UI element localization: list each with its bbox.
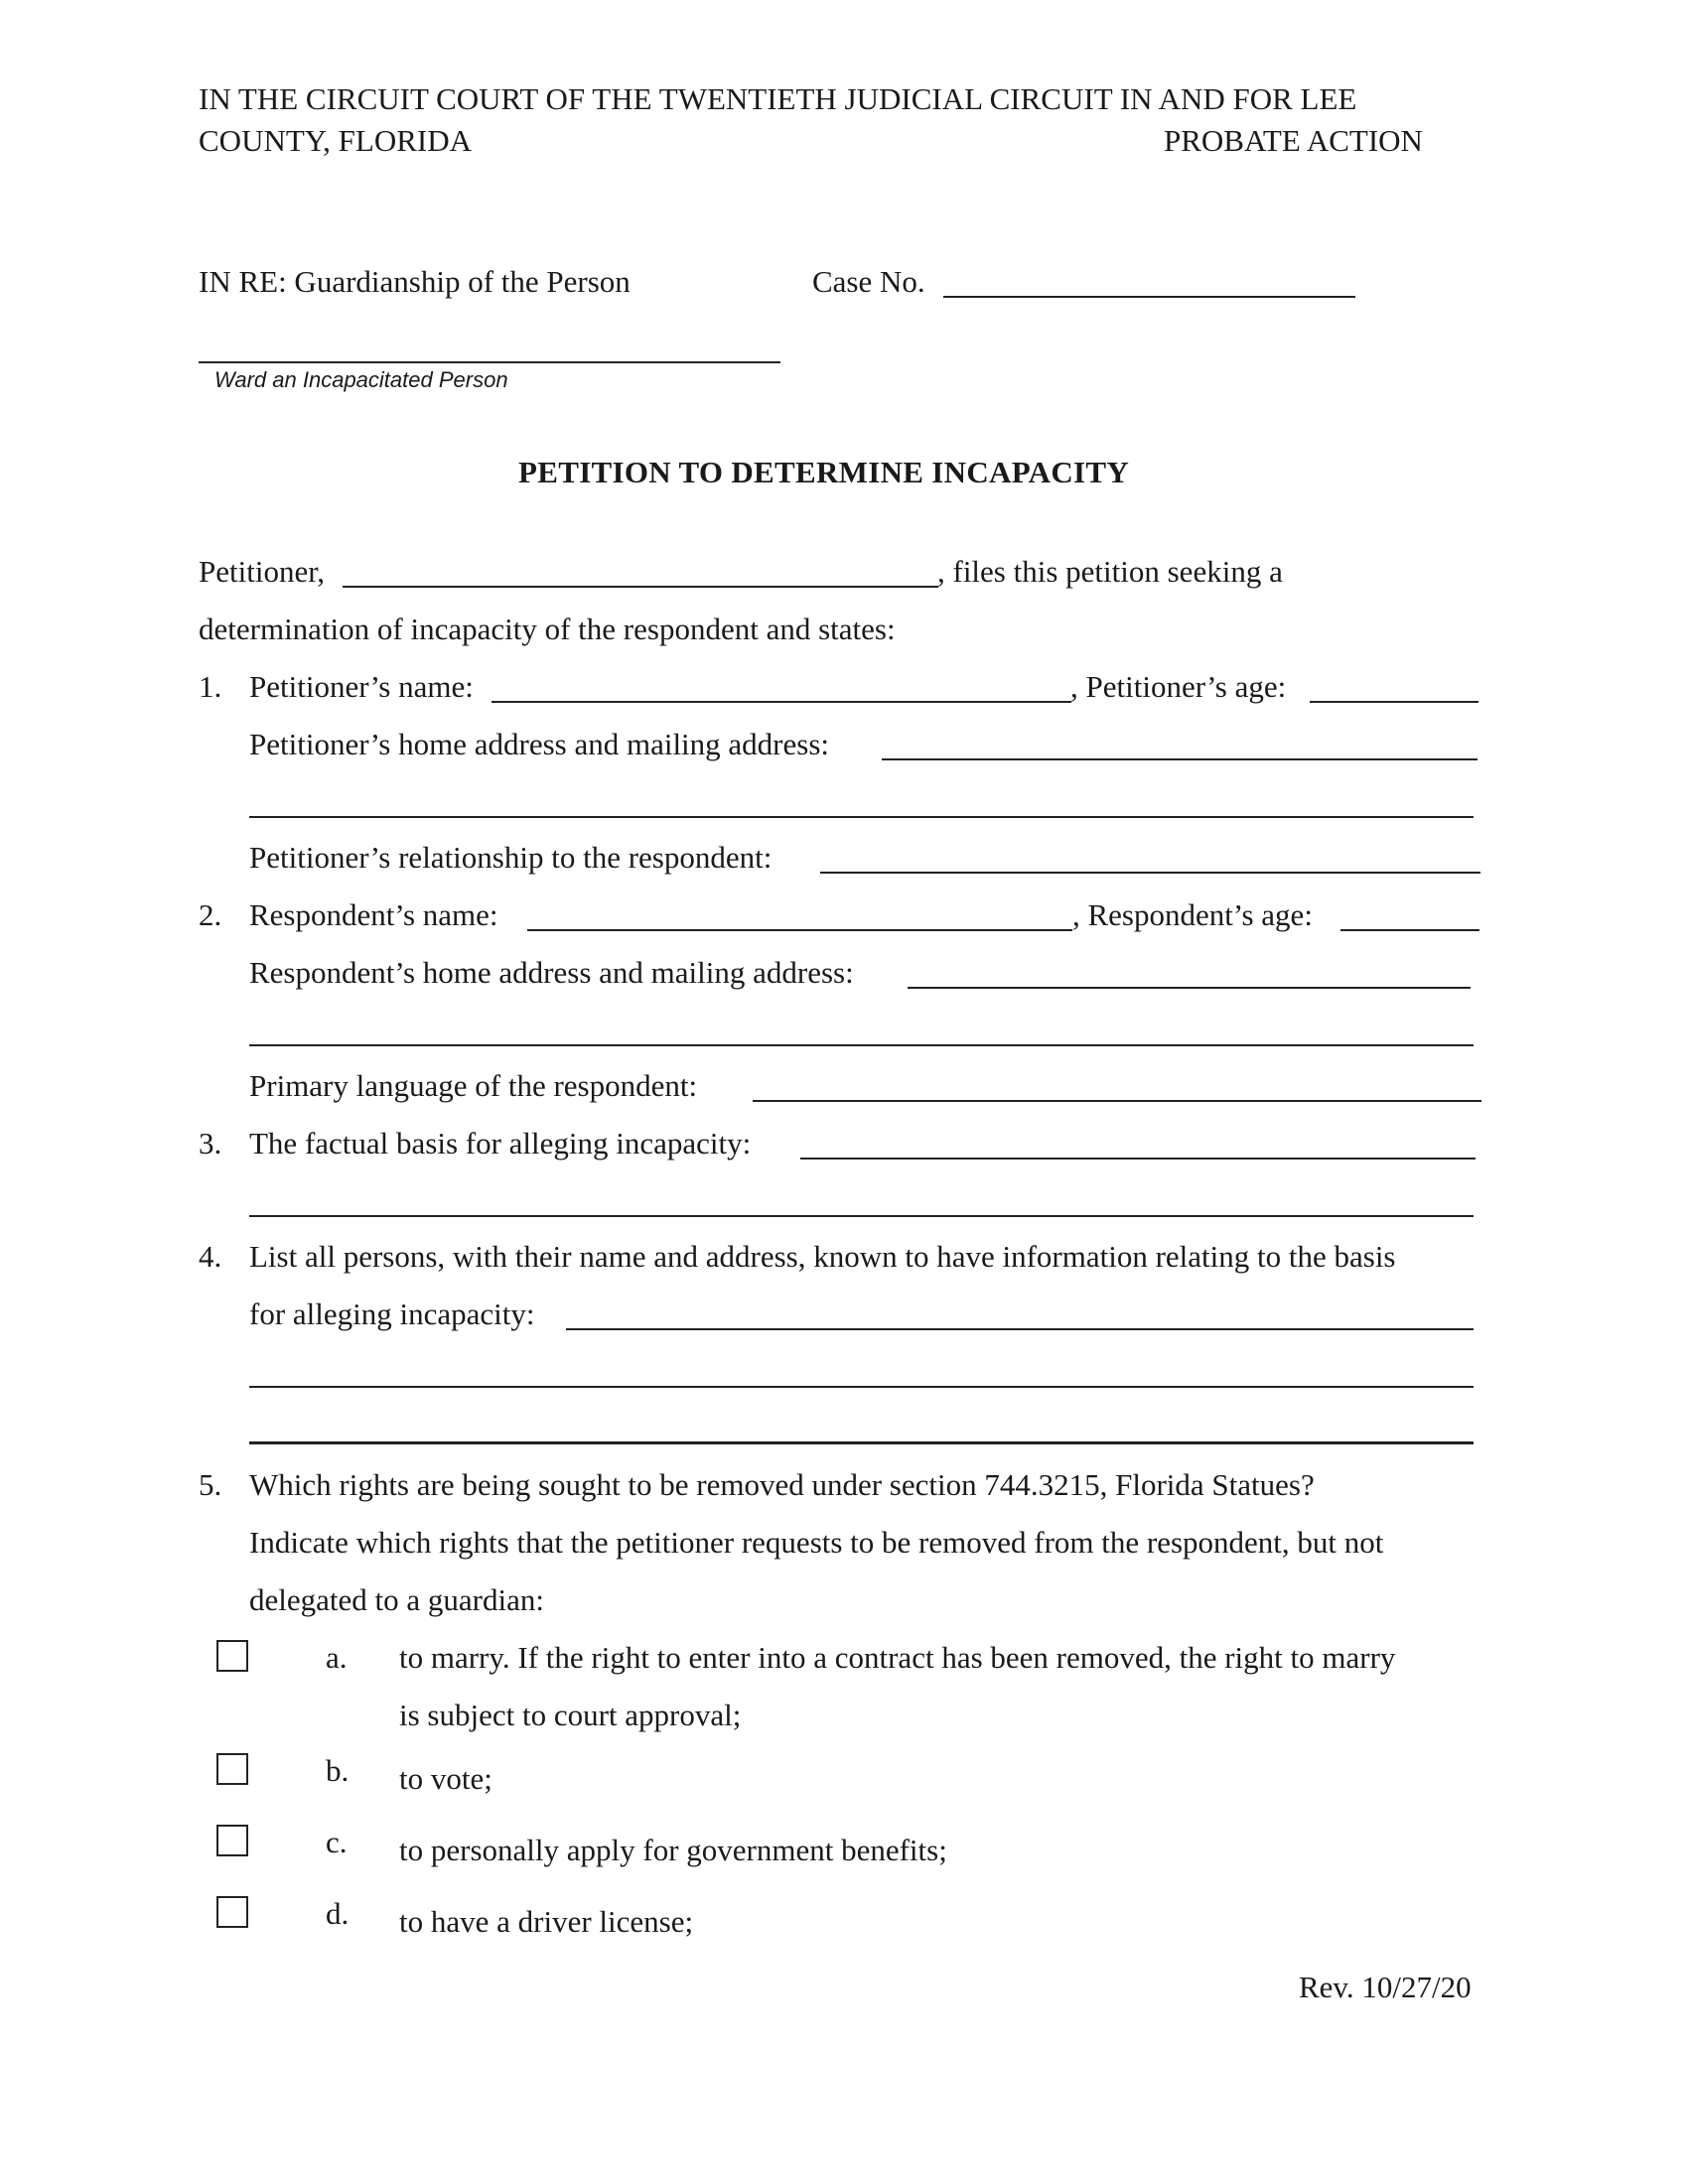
court-header-probate-action: PROBATE ACTION — [1164, 123, 1423, 158]
right-d-text: to have a driver license; — [399, 1904, 694, 1939]
court-header-county: COUNTY, FLORIDA — [199, 123, 473, 158]
respondent-age-label: , Respondent’s age: — [1072, 897, 1313, 932]
respondent-language-field[interactable] — [753, 1100, 1481, 1102]
item-2-number: 2. — [199, 897, 222, 932]
petitioner-name-label: Petitioner’s name: — [249, 669, 474, 704]
right-d-checkbox[interactable] — [216, 1896, 248, 1928]
factual-basis-field-1[interactable] — [800, 1158, 1476, 1160]
respondent-language-label: Primary language of the respondent: — [249, 1068, 698, 1103]
right-a-checkbox[interactable] — [216, 1640, 248, 1672]
petitioner-age-field[interactable] — [1310, 701, 1478, 703]
right-a-text-line2: is subject to court approval; — [399, 1698, 742, 1732]
respondent-name-field[interactable] — [527, 929, 1072, 931]
petitioner-intro-field[interactable] — [343, 586, 938, 588]
rights-question-line1: Which rights are being sought to be removed under section 744.3215, Florida Statues? — [249, 1467, 1315, 1502]
rights-question-line2: Indicate which rights that the petitioner requests to be removed from the respondent, but not — [249, 1525, 1384, 1560]
right-a-letter: a. — [326, 1640, 348, 1675]
persons-with-information-line2: for alleging incapacity: — [249, 1297, 535, 1331]
rights-question-line3: delegated to a guardian: — [249, 1582, 544, 1617]
petitioner-intro-label: Petitioner, — [199, 554, 326, 589]
revision-date: Rev. 10/27/20 — [1299, 1970, 1472, 2004]
persons-with-information-field-1[interactable] — [566, 1328, 1474, 1330]
factual-basis-field-2[interactable] — [249, 1215, 1474, 1217]
persons-with-information-field-2[interactable] — [249, 1386, 1474, 1388]
in-re-caption: IN RE: Guardianship of the Person — [199, 264, 631, 299]
right-b-checkbox[interactable] — [216, 1753, 248, 1785]
petitioner-intro-line2: determination of incapacity of the respondent and states: — [199, 612, 896, 646]
item-4-number: 4. — [199, 1239, 222, 1274]
document-title: PETITION TO DETERMINE INCAPACITY — [518, 455, 1130, 489]
item-1-number: 1. — [199, 669, 222, 704]
petitioner-age-label: , Petitioner’s age: — [1070, 669, 1287, 704]
petitioner-name-field[interactable] — [492, 701, 1071, 703]
petitioner-address-label: Petitioner’s home address and mailing address: — [249, 727, 830, 761]
ward-label: Ward an Incapacitated Person — [214, 367, 508, 392]
respondent-address-label: Respondent’s home address and mailing address: — [249, 955, 854, 990]
respondent-address-field-1[interactable] — [908, 987, 1471, 989]
persons-with-information-line1: List all persons, with their name and address, known to have information relating to the basis — [249, 1239, 1396, 1274]
item-5-number: 5. — [199, 1467, 222, 1502]
case-no-label: Case No. — [812, 264, 925, 299]
respondent-address-field-2[interactable] — [249, 1044, 1474, 1046]
ward-name-field[interactable] — [199, 361, 780, 363]
persons-with-information-field-3[interactable] — [249, 1441, 1474, 1444]
right-d-letter: d. — [326, 1896, 350, 1931]
respondent-age-field[interactable] — [1340, 929, 1479, 931]
petitioner-relationship-field[interactable] — [820, 872, 1480, 874]
factual-basis-label: The factual basis for alleging incapacity: — [249, 1126, 752, 1160]
case-no-field[interactable] — [943, 296, 1355, 298]
court-header-line1: IN THE CIRCUIT COURT OF THE TWENTIETH JUDICIAL CIRCUIT IN AND FOR LEE — [199, 81, 1357, 116]
right-b-letter: b. — [326, 1753, 350, 1788]
respondent-name-label: Respondent’s name: — [249, 897, 498, 932]
right-c-letter: c. — [326, 1825, 348, 1859]
right-a-text-line1: to marry. If the right to enter into a contract has been removed, the right to marry — [399, 1640, 1396, 1675]
petitioner-address-field-2[interactable] — [249, 816, 1474, 818]
petitioner-intro-files-text: , files this petition seeking a — [937, 554, 1283, 589]
right-b-text: to vote; — [399, 1761, 492, 1796]
right-c-text: to personally apply for government benefits; — [399, 1833, 947, 1867]
item-3-number: 3. — [199, 1126, 222, 1160]
petitioner-relationship-label: Petitioner’s relationship to the respondent: — [249, 840, 773, 875]
petitioner-address-field-1[interactable] — [882, 758, 1477, 760]
right-c-checkbox[interactable] — [216, 1825, 248, 1856]
